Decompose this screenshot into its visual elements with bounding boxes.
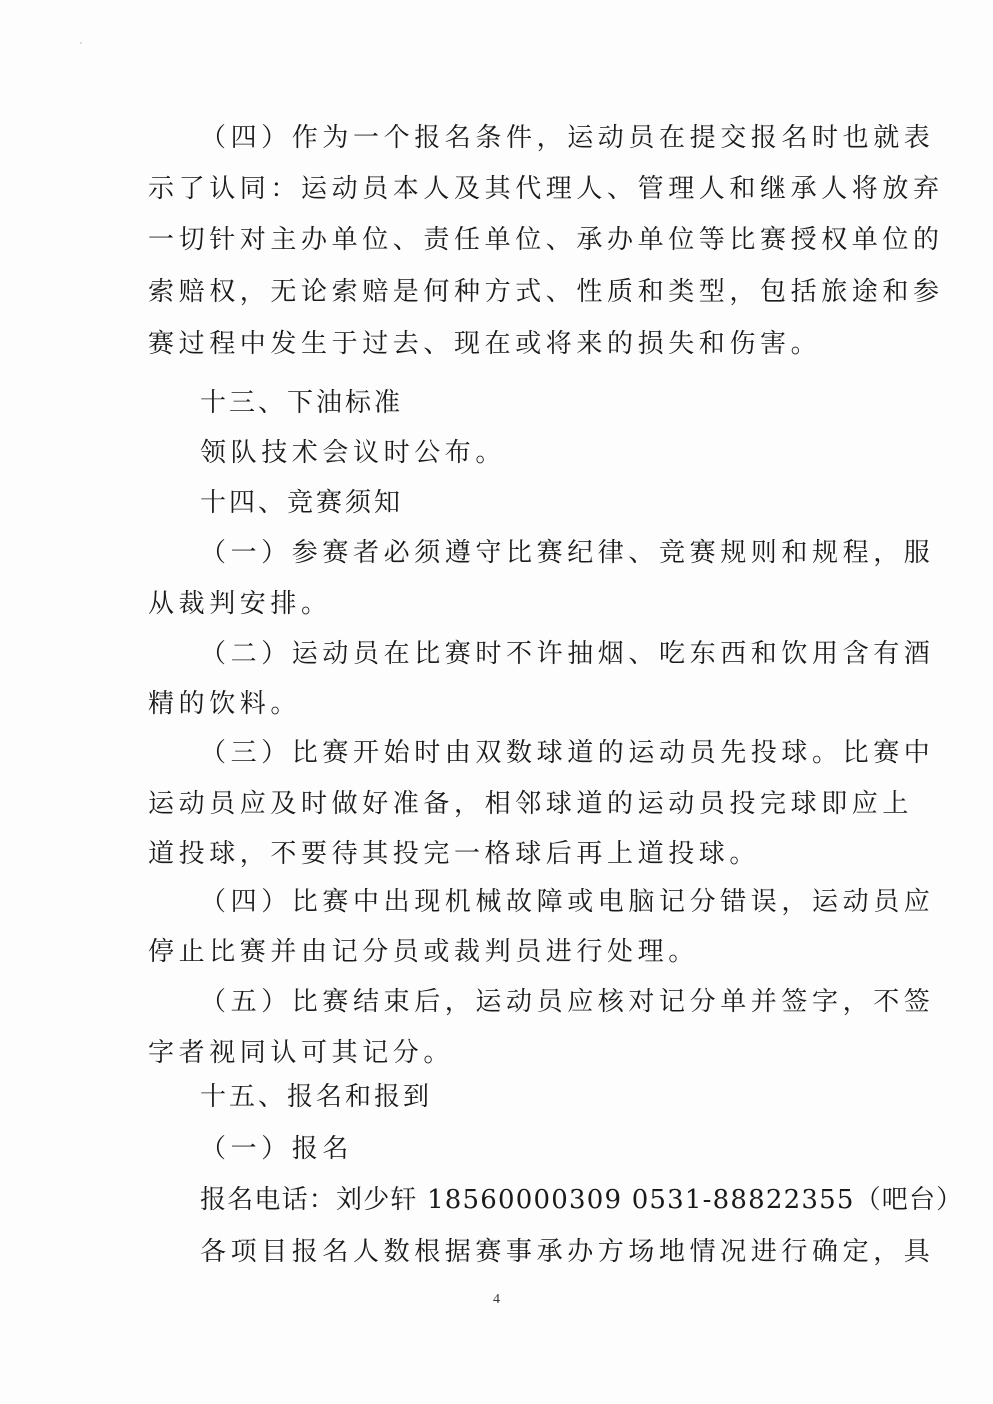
section-heading-13: 十三、下油标准 — [200, 388, 404, 418]
paragraph-line: （四）比赛中出现机械故障或电脑记分错误，运动员应 — [200, 887, 935, 917]
registration-phone-line: 报名电话：刘少轩 18560000309 0531-88822355（吧台） — [200, 1185, 964, 1215]
page-number: 4 — [493, 1292, 500, 1307]
paragraph-line: 精的饮料。 — [148, 689, 302, 719]
paragraph-line: 一切针对主办单位、责任单位、承办单位等比赛授权单位的 — [148, 225, 944, 255]
paragraph-line: 领队技术会议时公布。 — [200, 438, 507, 468]
paragraph-line: 赛过程中发生于过去、现在或将来的损失和伤害。 — [148, 329, 822, 359]
paragraph-line: 停止比赛并由记分员或裁判员进行处理。 — [148, 937, 699, 967]
paragraph-line: 示了认同：运动员本人及其代理人、管理人和继承人将放弃 — [148, 174, 944, 204]
paragraph-line: 各项目报名人数根据赛事承办方场地情况进行确定，具 — [200, 1237, 935, 1267]
paragraph-line: （二）运动员在比赛时不许抽烟、吃东西和饮用含有酒 — [200, 639, 935, 669]
paragraph-line: （一）报名 — [200, 1134, 354, 1164]
scan-speck — [80, 42, 82, 44]
paragraph-line: （五）比赛结束后，运动员应核对记分单并签字，不签 — [200, 987, 935, 1017]
paragraph-line: 字者视同认可其记分。 — [148, 1038, 455, 1068]
paragraph-line: 从裁判安排。 — [148, 589, 332, 619]
paragraph-line: （一）参赛者必须遵守比赛纪律、竞赛规则和规程，服 — [200, 538, 935, 568]
paragraph-line: 索赔权，无论索赔是何种方式、性质和类型，包括旅途和参 — [148, 277, 944, 307]
paragraph-line: 道投球，不要待其投完一格球后再上道投球。 — [148, 839, 761, 869]
paragraph-line: （三）比赛开始时由双数球道的运动员先投球。比赛中 — [200, 738, 935, 768]
section-heading-15: 十五、报名和报到 — [200, 1082, 433, 1112]
paragraph-line: （四）作为一个报名条件，运动员在提交报名时也就表 — [200, 123, 935, 153]
section-heading-14: 十四、竞赛须知 — [200, 488, 404, 518]
paragraph-line: 运动员应及时做好准备，相邻球道的运动员投完球即应上 — [148, 789, 914, 819]
